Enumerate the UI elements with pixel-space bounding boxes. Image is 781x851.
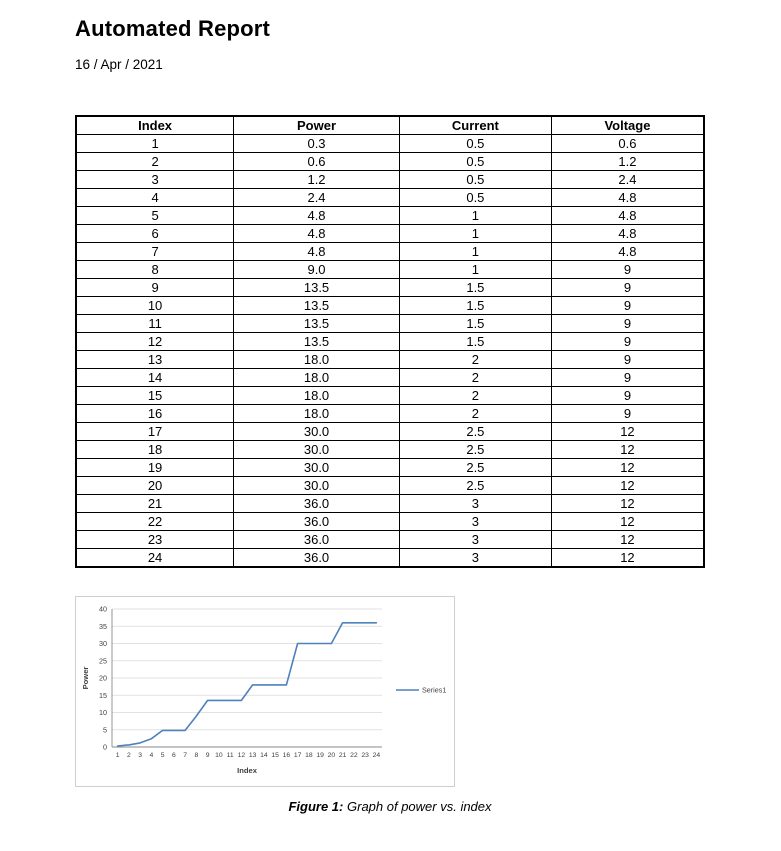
y-tick-label: 30 (99, 639, 107, 649)
table-cell: 0.6 (551, 135, 704, 153)
table-cell: 4.8 (551, 243, 704, 261)
table-cell: 1 (399, 225, 551, 243)
table-cell: 4.8 (551, 225, 704, 243)
table-cell: 18.0 (234, 351, 400, 369)
table-row (76, 207, 704, 225)
table-row (76, 297, 704, 315)
x-tick-label: 13 (248, 752, 257, 759)
table-cell: 36.0 (234, 549, 400, 568)
table-cell: 1.2 (551, 153, 704, 171)
x-tick-label: 16 (282, 752, 291, 759)
table-cell: 36.0 (234, 531, 400, 549)
table-row (76, 459, 704, 477)
x-tick-label: 4 (149, 752, 154, 759)
x-tick-label: 18 (305, 752, 313, 759)
table-row (76, 549, 704, 568)
table-row (76, 513, 704, 531)
figure-caption-text: Graph of power vs. index (347, 799, 492, 814)
table-row (76, 153, 704, 171)
y-tick-label: 5 (103, 725, 107, 735)
table-cell: 9 (551, 279, 704, 297)
table-cell: 9 (551, 261, 704, 279)
table-cell: 36.0 (234, 495, 400, 513)
table-cell: 9 (551, 369, 704, 387)
table-row (76, 351, 704, 369)
table-cell: 5 (76, 207, 234, 225)
table-cell: 12 (551, 549, 704, 568)
table-cell: 12 (551, 441, 704, 459)
x-tick-label: 7 (183, 752, 188, 759)
power-chart (75, 596, 455, 787)
x-tick-label: 5 (160, 752, 165, 759)
table-cell: 36.0 (234, 513, 400, 531)
table-cell: 3 (399, 549, 551, 568)
table-cell: 1.2 (234, 171, 400, 189)
table-cell: 3 (399, 513, 551, 531)
column-header-voltage: Voltage (551, 116, 704, 135)
x-tick-label: 12 (237, 752, 246, 759)
table-cell: 1 (399, 207, 551, 225)
table-cell: 9.0 (234, 261, 400, 279)
table-cell: 23 (76, 531, 234, 549)
table-cell: 2 (399, 405, 551, 423)
y-tick-label: 35 (99, 621, 107, 631)
table-cell: 2.4 (551, 171, 704, 189)
table-cell: 12 (551, 531, 704, 549)
report-table (75, 115, 705, 568)
column-header-index: Index (76, 116, 234, 135)
table-cell: 12 (551, 477, 704, 495)
x-tick-label: 15 (271, 752, 279, 759)
x-tick-label: 6 (171, 752, 176, 759)
x-tick-label: 23 (361, 752, 369, 759)
table-cell: 1 (399, 261, 551, 279)
table-cell: 18 (76, 441, 234, 459)
table-cell: 1.5 (399, 279, 551, 297)
table-cell: 0.3 (234, 135, 400, 153)
x-tick-label: 22 (350, 752, 358, 759)
table-row (76, 189, 704, 207)
table-cell: 13.5 (234, 279, 400, 297)
x-tick-label: 24 (372, 752, 381, 759)
table-cell: 9 (551, 387, 704, 405)
table-cell: 17 (76, 423, 234, 441)
table-cell: 7 (76, 243, 234, 261)
table-cell: 2 (399, 387, 551, 405)
table-row (76, 387, 704, 405)
table-cell: 0.5 (399, 135, 551, 153)
table-cell: 4.8 (234, 243, 400, 261)
table-cell: 4.8 (234, 225, 400, 243)
table-row (76, 315, 704, 333)
table-cell: 2.4 (234, 189, 400, 207)
table-row (76, 279, 704, 297)
x-tick-label: 14 (260, 752, 268, 759)
table-row (76, 135, 704, 153)
y-tick-label: 10 (99, 708, 107, 718)
table-row (76, 243, 704, 261)
figure-caption (75, 799, 705, 814)
y-tick-label: 25 (99, 656, 107, 666)
table-row (76, 261, 704, 279)
table-cell: 16 (76, 405, 234, 423)
table-cell: 0.5 (399, 171, 551, 189)
table-row (76, 225, 704, 243)
table-cell: 4.8 (551, 189, 704, 207)
x-tick-label: 21 (338, 752, 347, 759)
table-cell: 12 (551, 513, 704, 531)
table-header-row (76, 116, 704, 135)
table-cell: 20 (76, 477, 234, 495)
table-cell: 12 (551, 495, 704, 513)
table-cell: 18.0 (234, 405, 400, 423)
table-cell: 1 (76, 135, 234, 153)
table-cell: 2.5 (399, 477, 551, 495)
page-title: Automated Report (75, 16, 271, 41)
table-row (76, 531, 704, 549)
table-cell: 0.5 (399, 189, 551, 207)
y-tick-label: 20 (99, 673, 107, 683)
table-cell: 3 (399, 495, 551, 513)
table-row (76, 333, 704, 351)
table-cell: 11 (76, 315, 234, 333)
x-tick-label: 17 (293, 752, 302, 759)
x-tick-label: 20 (327, 752, 336, 759)
table-cell: 30.0 (234, 459, 400, 477)
y-tick-label: 0 (103, 742, 107, 752)
table-cell: 18.0 (234, 369, 400, 387)
table-cell: 4.8 (551, 207, 704, 225)
y-axis-title: Power (81, 666, 90, 690)
table-row (76, 171, 704, 189)
table-cell: 30.0 (234, 477, 400, 495)
table-cell: 9 (551, 297, 704, 315)
table-cell: 9 (551, 333, 704, 351)
table-cell: 1.5 (399, 333, 551, 351)
table-cell: 21 (76, 495, 234, 513)
table-cell: 10 (76, 297, 234, 315)
table-cell: 12 (551, 423, 704, 441)
table-cell: 2.5 (399, 441, 551, 459)
series-line (118, 623, 377, 746)
x-tick-label: 1 (115, 752, 120, 759)
table-cell: 1.5 (399, 297, 551, 315)
table-cell: 24 (76, 549, 234, 568)
table-cell: 2.5 (399, 423, 551, 441)
table-cell: 2.5 (399, 459, 551, 477)
table-cell: 13 (76, 351, 234, 369)
table-cell: 9 (551, 351, 704, 369)
table-cell: 4.8 (234, 207, 400, 225)
table-cell: 18.0 (234, 387, 400, 405)
x-tick-label: 9 (205, 752, 210, 759)
x-tick-label: 11 (226, 752, 234, 759)
table-cell: 1 (399, 243, 551, 261)
table-row (76, 477, 704, 495)
table-cell: 9 (551, 405, 704, 423)
table-cell: 12 (551, 459, 704, 477)
table-cell: 13.5 (234, 297, 400, 315)
table-cell: 3 (399, 531, 551, 549)
y-tick-label: 15 (99, 690, 107, 700)
figure-caption-label: Figure 1: (288, 799, 344, 814)
table-cell: 2 (399, 369, 551, 387)
table-cell: 1.5 (399, 315, 551, 333)
column-header-power: Power (234, 116, 400, 135)
table-cell: 6 (76, 225, 234, 243)
table-row (76, 405, 704, 423)
table-cell: 30.0 (234, 441, 400, 459)
table-cell: 3 (76, 171, 234, 189)
x-axis-title: Index (237, 766, 257, 775)
table-row (76, 369, 704, 387)
report-date: 16 / Apr / 2021 (75, 57, 163, 72)
table-cell: 2 (76, 153, 234, 171)
x-tick-label: 19 (316, 752, 324, 759)
column-header-current: Current (399, 116, 551, 135)
x-tick-label: 2 (126, 752, 131, 759)
x-tick-label: 8 (194, 752, 199, 759)
table-cell: 0.5 (399, 153, 551, 171)
y-tick-label: 40 (99, 604, 107, 614)
table-cell: 22 (76, 513, 234, 531)
x-tick-label: 3 (138, 752, 143, 759)
table-cell: 2 (399, 351, 551, 369)
table-cell: 13.5 (234, 333, 400, 351)
table-row (76, 441, 704, 459)
table-cell: 19 (76, 459, 234, 477)
table-cell: 4 (76, 189, 234, 207)
table-cell: 15 (76, 387, 234, 405)
table-cell: 9 (76, 279, 234, 297)
table-cell: 14 (76, 369, 234, 387)
table-cell: 12 (76, 333, 234, 351)
table-cell: 9 (551, 315, 704, 333)
report-table-body (76, 135, 704, 568)
table-cell: 8 (76, 261, 234, 279)
table-cell: 13.5 (234, 315, 400, 333)
x-tick-label: 10 (215, 752, 223, 759)
table-row (76, 423, 704, 441)
table-cell: 0.6 (234, 153, 400, 171)
legend-label: Series1 (422, 685, 447, 695)
table-row (76, 495, 704, 513)
table-cell: 30.0 (234, 423, 400, 441)
